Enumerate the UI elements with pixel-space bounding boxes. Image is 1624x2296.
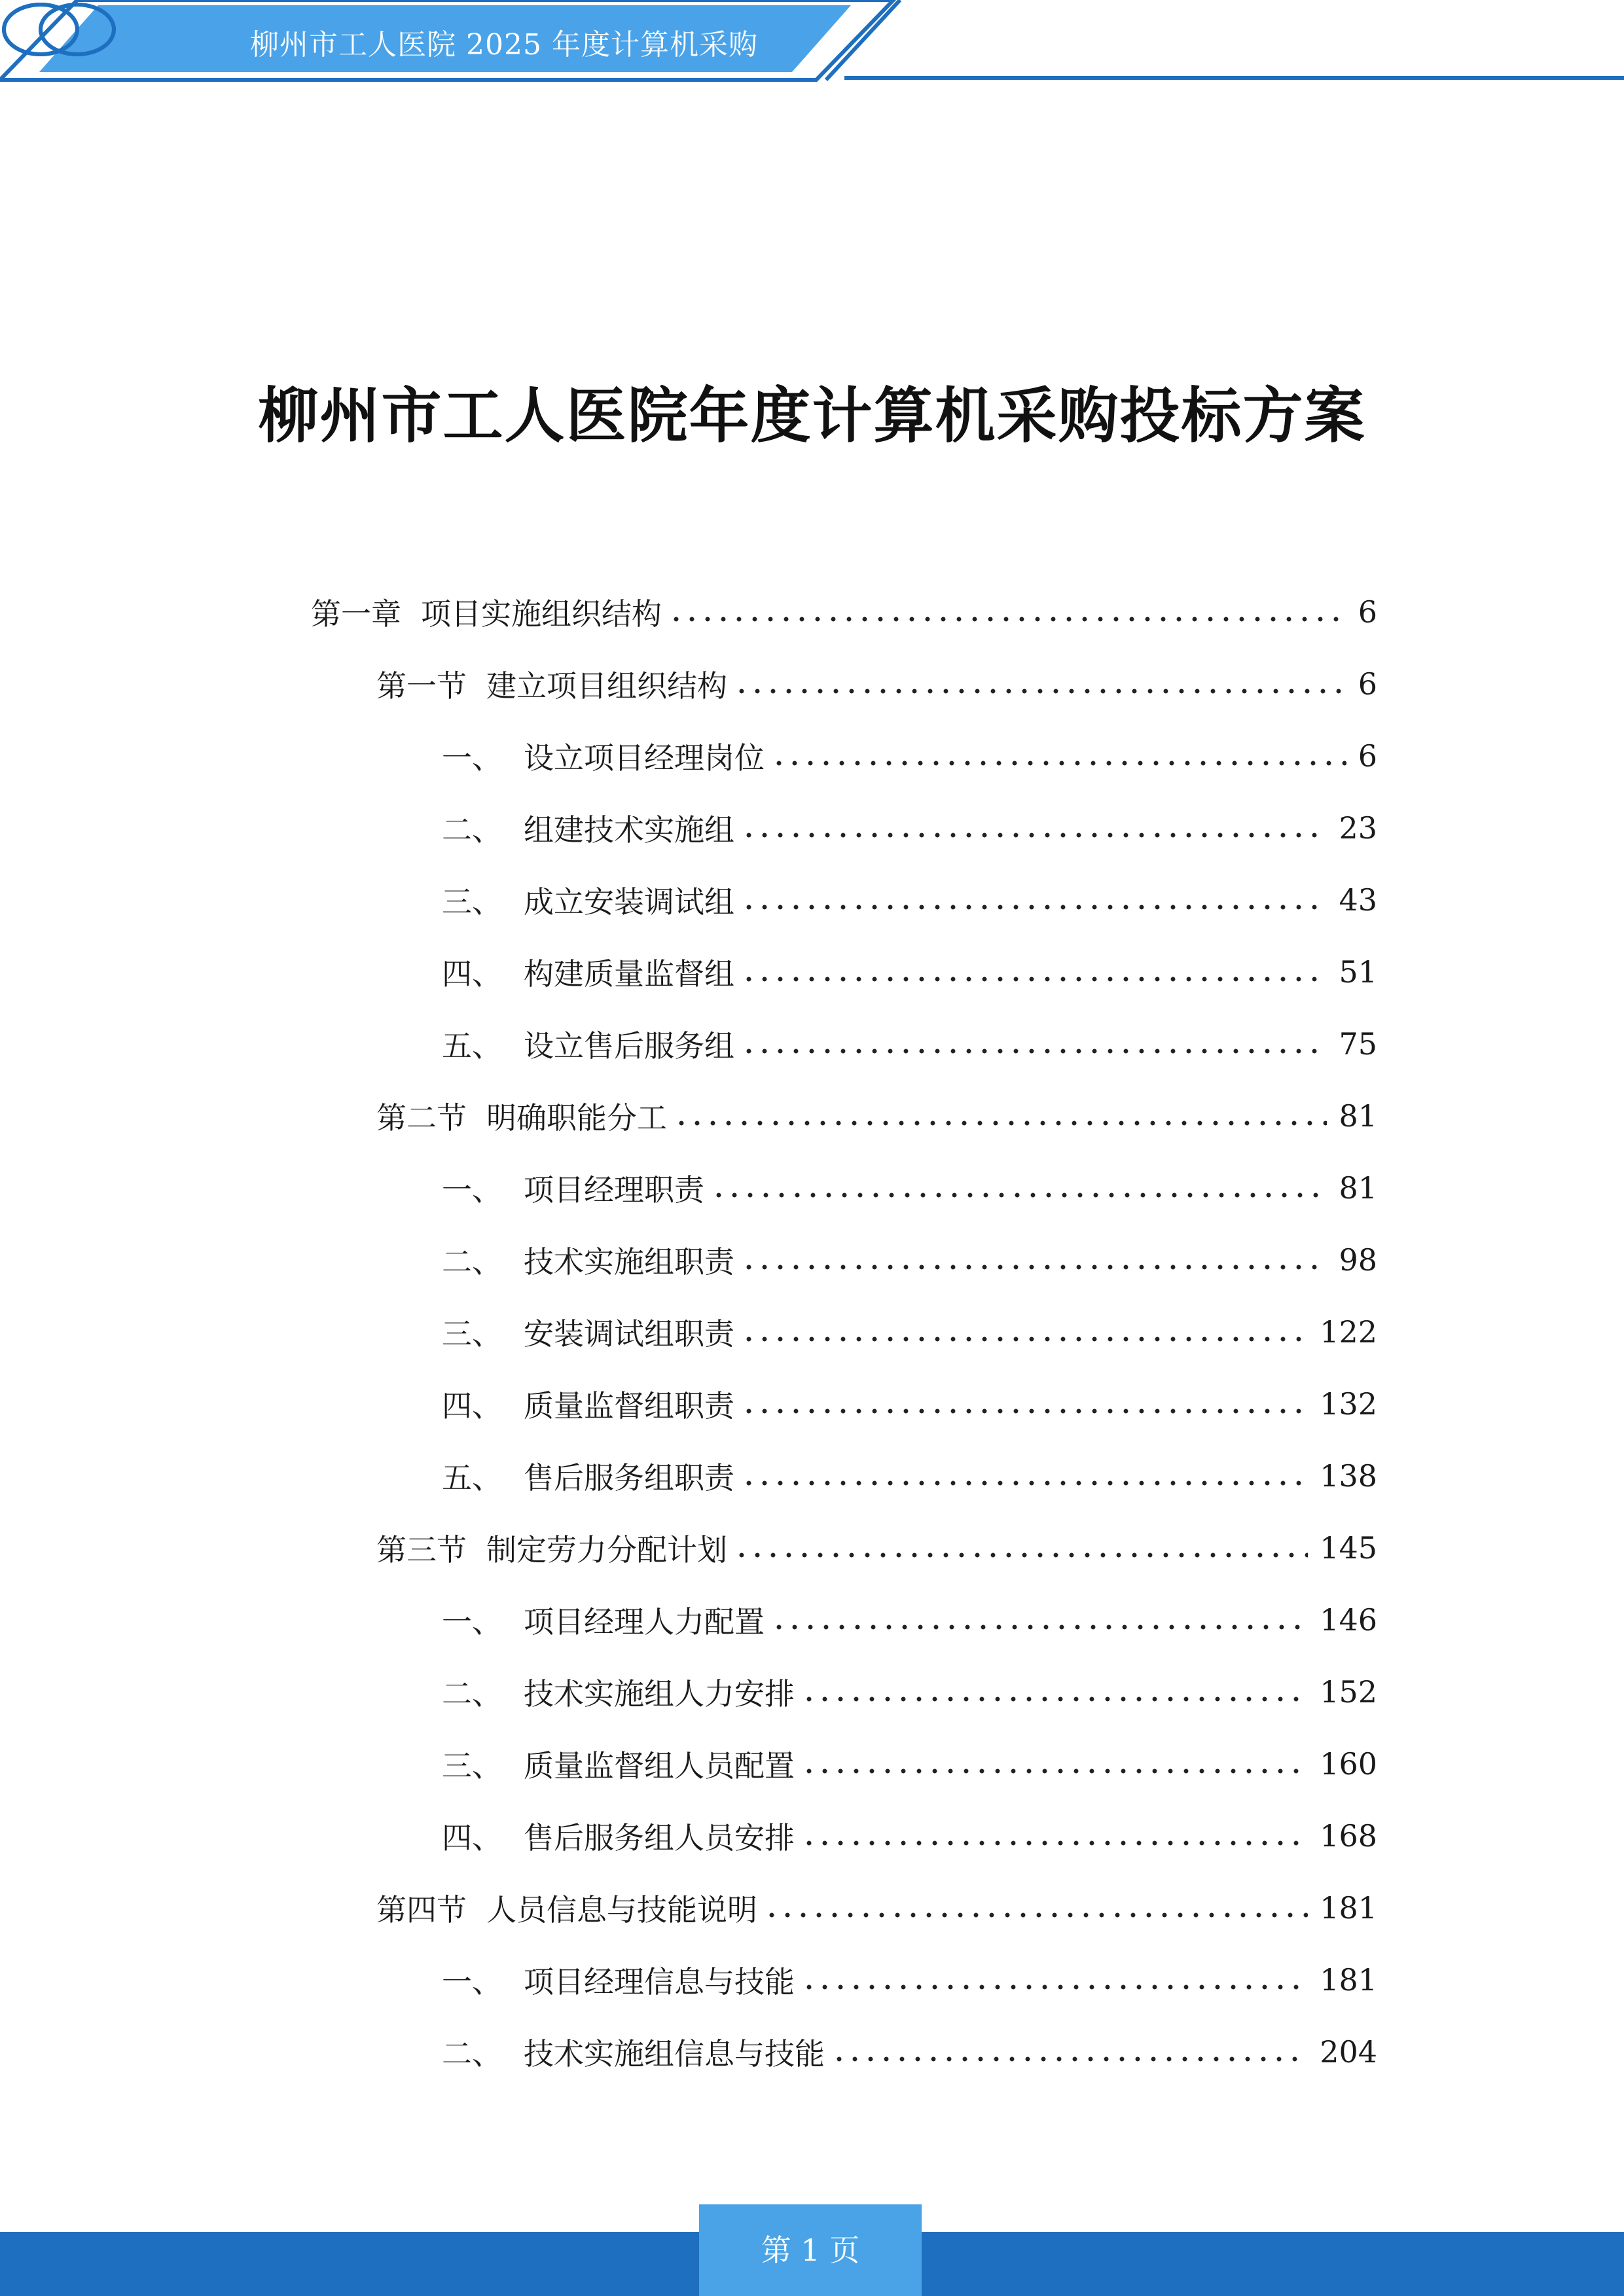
toc-entry[interactable] (0, 936, 1624, 1008)
toc-dot-leader (674, 1120, 1327, 1126)
toc-dot-leader (741, 1408, 1308, 1414)
toc-entry[interactable] (0, 1296, 1624, 1368)
toc-entry[interactable] (0, 1080, 1624, 1152)
toc-dot-leader (741, 1264, 1327, 1270)
toc-entry-number: 第一节 (376, 668, 467, 704)
toc-dot-leader (734, 688, 1346, 694)
toc-entry-label: 技术实施组人力安排 (524, 1676, 795, 1712)
toc-entry-label: 项目经理信息与技能 (524, 1964, 795, 2000)
double-ring-icon (0, 0, 118, 59)
toc-entry[interactable] (0, 1728, 1624, 1800)
toc-entry-number: 五、 (442, 1028, 502, 1064)
toc-entry[interactable] (0, 1440, 1624, 1512)
toc-entry-page: 98 (1339, 1242, 1377, 1278)
toc-entry-label: 安装调试组职责 (524, 1316, 734, 1352)
toc-entry-page: 6 (1358, 594, 1377, 630)
toc-dot-leader (801, 1840, 1308, 1846)
toc-dot-leader (741, 832, 1327, 838)
toc-entry[interactable] (0, 1152, 1624, 1224)
toc-dot-leader (801, 1984, 1308, 1990)
toc-entry-label: 成立安装调试组 (524, 884, 734, 920)
toc-entry-page: 6 (1358, 666, 1377, 702)
toc-entry-number: 二、 (442, 2036, 502, 2072)
toc-entry[interactable] (0, 864, 1624, 936)
toc-entry-page: 23 (1339, 810, 1377, 846)
toc-entry-label: 售后服务组职责 (524, 1460, 734, 1496)
toc-entry-label: 售后服务组人员安排 (524, 1820, 795, 1856)
toc-entry-label: 构建质量监督组 (524, 956, 734, 992)
toc-entry-page: 43 (1339, 882, 1377, 918)
toc-entry-label: 技术实施组信息与技能 (524, 2036, 825, 2072)
toc-dot-leader (734, 1552, 1308, 1558)
toc-dot-leader (741, 1480, 1308, 1486)
toc-entry-number: 一、 (442, 1964, 502, 2000)
toc-entry-number: 四、 (442, 1820, 502, 1856)
toc-entry-page: 152 (1320, 1674, 1377, 1710)
toc-entry-label: 技术实施组职责 (524, 1244, 734, 1280)
toc-entry-page: 138 (1320, 1458, 1377, 1494)
toc-entry[interactable] (0, 720, 1624, 792)
toc-entry[interactable] (0, 1368, 1624, 1440)
toc-entry-page: 122 (1320, 1314, 1377, 1350)
toc-entry-label: 项目实施组织结构 (421, 596, 662, 632)
document-title: 柳州市工人医院年度计算机采购投标方案 (258, 380, 1366, 451)
toc-entry-page: 181 (1320, 1962, 1377, 1998)
toc-entry-number: 第四节 (376, 1892, 467, 1928)
page-header (0, 0, 1624, 85)
toc-entry-number: 三、 (442, 884, 502, 920)
toc-entry[interactable] (0, 1944, 1624, 2016)
toc-entry-label: 明确职能分工 (486, 1100, 667, 1136)
toc-entry-page: 181 (1320, 1890, 1377, 1926)
toc-entry[interactable] (0, 1872, 1624, 1944)
table-of-contents (0, 576, 1624, 2088)
toc-dot-leader (771, 760, 1346, 766)
toc-entry-label: 质量监督组职责 (524, 1388, 734, 1424)
toc-dot-leader (741, 1048, 1327, 1054)
toc-entry-number: 第三节 (376, 1532, 467, 1568)
toc-entry-label: 建立项目组织结构 (486, 668, 727, 704)
toc-entry-number: 二、 (442, 812, 502, 848)
toc-entry[interactable] (0, 1224, 1624, 1296)
toc-entry-page: 81 (1339, 1098, 1377, 1134)
toc-entry-page: 168 (1320, 1818, 1377, 1854)
toc-entry-number: 二、 (442, 1676, 502, 1712)
toc-dot-leader (668, 616, 1346, 622)
toc-entry[interactable] (0, 792, 1624, 864)
toc-entry-number: 三、 (442, 1316, 502, 1352)
toc-entry-number: 一、 (442, 740, 502, 776)
toc-dot-leader (771, 1624, 1308, 1630)
toc-entry-page: 81 (1339, 1170, 1377, 1206)
toc-entry-label: 制定劳力分配计划 (486, 1532, 727, 1568)
toc-entry-number: 四、 (442, 956, 502, 992)
toc-entry-label: 设立售后服务组 (524, 1028, 734, 1064)
toc-entry-page: 132 (1320, 1386, 1377, 1422)
toc-entry-number: 第一章 (311, 596, 401, 632)
toc-entry[interactable] (0, 648, 1624, 720)
toc-entry-page: 145 (1320, 1530, 1377, 1566)
toc-dot-leader (764, 1912, 1308, 1918)
toc-entry-page: 146 (1320, 1602, 1377, 1638)
toc-entry-label: 组建技术实施组 (524, 812, 734, 848)
toc-entry-number: 一、 (442, 1172, 502, 1208)
toc-entry-number: 四、 (442, 1388, 502, 1424)
toc-entry-page: 204 (1320, 2034, 1377, 2070)
toc-entry-page: 160 (1320, 1746, 1377, 1782)
toc-entry-page: 75 (1339, 1026, 1377, 1062)
toc-entry-number: 三、 (442, 1748, 502, 1784)
toc-dot-leader (741, 1336, 1308, 1342)
toc-entry-number: 二、 (442, 1244, 502, 1280)
toc-entry-number: 一、 (442, 1604, 502, 1640)
header-title: 柳州市工人医院 2025 年度计算机采购 (250, 28, 758, 62)
toc-dot-leader (831, 2056, 1308, 2062)
toc-entry-label: 人员信息与技能说明 (486, 1892, 757, 1928)
toc-entry[interactable] (0, 2016, 1624, 2088)
toc-dot-leader (801, 1768, 1308, 1774)
toc-entry[interactable] (0, 1656, 1624, 1728)
page-number: 第 1 页 (699, 2204, 922, 2296)
toc-dot-leader (801, 1696, 1308, 1702)
toc-entry[interactable] (0, 1584, 1624, 1656)
toc-entry-label: 项目经理职责 (524, 1172, 704, 1208)
toc-entry[interactable] (0, 1800, 1624, 1872)
toc-entry[interactable] (0, 1008, 1624, 1080)
toc-entry-label: 设立项目经理岗位 (524, 740, 765, 776)
toc-entry-page: 6 (1358, 738, 1377, 774)
toc-entry[interactable] (0, 576, 1624, 648)
toc-dot-leader (741, 976, 1327, 982)
toc-entry-number: 五、 (442, 1460, 502, 1496)
toc-entry-label: 质量监督组人员配置 (524, 1748, 795, 1784)
toc-entry-page: 51 (1339, 954, 1377, 990)
toc-dot-leader (711, 1192, 1327, 1198)
toc-dot-leader (741, 904, 1327, 910)
toc-entry-number: 第二节 (376, 1100, 467, 1136)
toc-entry-label: 项目经理人力配置 (524, 1604, 765, 1640)
toc-entry[interactable] (0, 1512, 1624, 1584)
